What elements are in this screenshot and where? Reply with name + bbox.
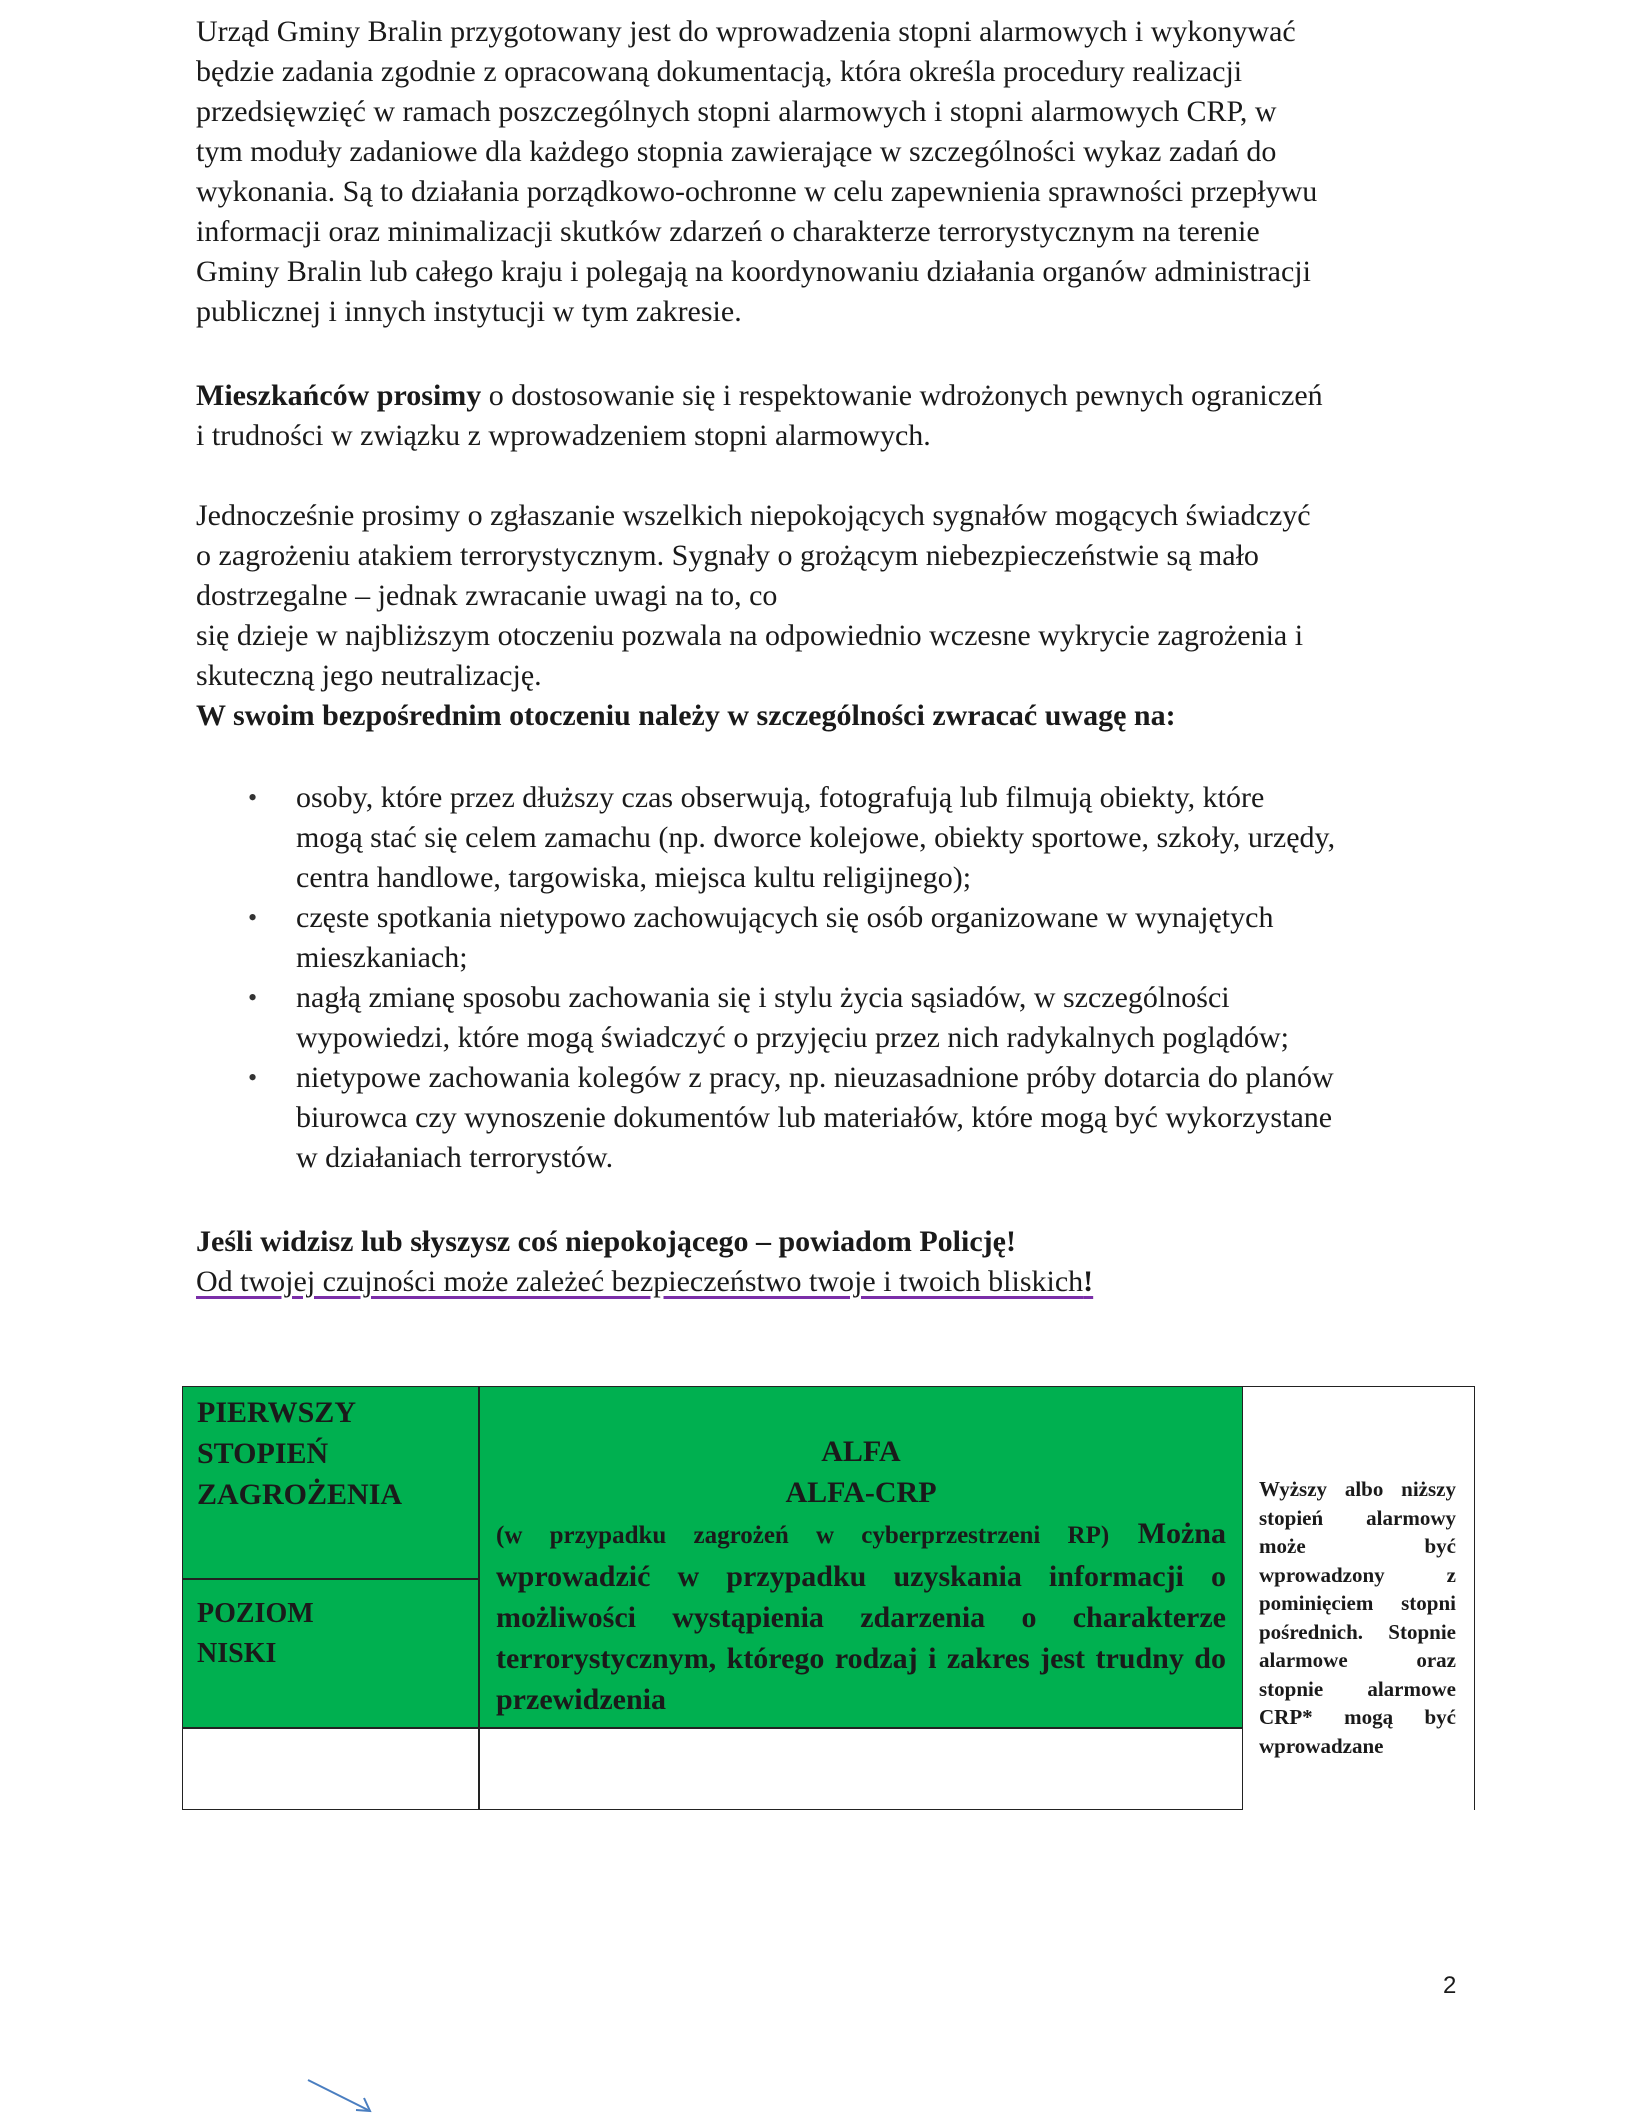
paragraph-line: Urząd Gminy Bralin przygotowany jest do wprowadzenia stopni alarmowych i wykonywać — [196, 15, 1296, 48]
list-item-line: mieszkaniach; — [296, 941, 468, 974]
paragraph-line: i trudności w związku z wprowadzeniem stopni alarmowych. — [196, 419, 931, 452]
paragraph-line: się dzieje w najbliższym otoczeniu pozwala na odpowiednio wczesne wykrycie zagrożenia i — [196, 619, 1304, 652]
alfa-description-rest: wprowadzić w przypadku uzyskania informacji o możliwości wystąpienia zdarzenia o charakterze terrorystycznym, którego rodzaj i zakres jest trudny do przewidzenia — [496, 1560, 1226, 1716]
page-number: 2 — [1443, 1972, 1457, 1999]
list-item — [196, 898, 1466, 978]
list-item-line: w działaniach terrorystów. — [296, 1141, 614, 1174]
list-item-line: nietypowe zachowania kolegów z pracy, np. nieuzasadnione próby dotarcia do planów — [296, 1061, 1334, 1094]
list-item — [196, 778, 1466, 898]
empty-cell — [182, 1728, 479, 1810]
arrow-down-right-icon — [306, 2076, 376, 2116]
paragraph-line: przedsięwzięć w ramach poszczególnych stopni alarmowych i stopni alarmowych CRP, w — [196, 95, 1277, 128]
alfa-title: ALFA — [821, 1435, 901, 1468]
list-item-line: osoby, które przez dłuższy czas obserwują, fotografują lub filmują obiekty, które — [296, 781, 1265, 814]
paragraph-intro — [196, 12, 1466, 332]
alert-note-cell: Wyższy albo niższy stopień alarmowy może być wprowadzony z pominięciem stopni pośrednich. Stopnie alarmowe oraz stopnie alarmowe CRP* mogą być wprowadzane — [1243, 1386, 1475, 1810]
paragraph-line: Gminy Bralin lub całego kraju i polegają na koordynowaniu działania organów administracji — [196, 255, 1311, 288]
paragraph-line: dostrzegalne – jednak zwracanie uwagi na to, co — [196, 579, 778, 612]
alfa-description — [496, 1513, 1226, 1720]
threat-level-cell — [182, 1386, 479, 1579]
list-item — [196, 978, 1466, 1058]
bullet-icon: • — [248, 983, 258, 1012]
paragraph-line: wykonania. Są to działania porządkowo-ochronne w celu zapewnienia sprawności przepływu — [196, 175, 1318, 208]
alfa-crp-title: ALFA-CRP — [785, 1476, 937, 1509]
list-item-line: częste spotkania nietypowo zachowujących się osób organizowane w wynajętych — [296, 901, 1274, 934]
vigilance-callout — [196, 1262, 1466, 1302]
attention-list — [196, 778, 1466, 1178]
alfa-description-start: Można — [1109, 1517, 1226, 1550]
paragraph-line: o zagrożeniu atakiem terrorystycznym. Sygnały o grożącym niebezpieczeństwie są mało — [196, 539, 1259, 572]
list-item-line: nagłą zmianę sposobu zachowania się i stylu życia sąsiadów, w szczególności — [296, 981, 1230, 1014]
paragraph-line: będzie zadania zgodnie z opracowaną dokumentacją, która określa procedury realizacji — [196, 55, 1243, 88]
risk-level-cell — [182, 1579, 479, 1728]
risk-level-line: POZIOM — [197, 1598, 314, 1629]
threat-level-line: ZAGROŻENIA — [197, 1478, 403, 1511]
threat-level-line: STOPIEŃ — [197, 1437, 329, 1470]
list-item-line: centra handlowe, targowiska, miejsca kultu religijnego); — [296, 861, 972, 894]
cyber-note: (w przypadku zagrożeń w cyberprzestrzeni RP) — [496, 1522, 1110, 1549]
residents-rest: o dostosowanie się i respektowanie wdrożonych pewnych ograniczeń — [481, 379, 1323, 412]
bullet-icon: • — [248, 783, 258, 812]
police-warning: Jeśli widzisz lub słyszysz coś niepokojącego – powiadom Policję! — [196, 1225, 1016, 1258]
bullet-icon: • — [248, 903, 258, 932]
vigilance-text: Od twojej czujności może zależeć bezpieczeństwo twoje i twoich bliskich — [196, 1265, 1084, 1298]
vigilance-exclaim: ! — [1083, 1265, 1094, 1298]
threat-level-line: PIERWSZY — [197, 1396, 356, 1429]
alert-level-table — [182, 1386, 1475, 1810]
list-item-line: wypowiedzi, które mogą świadczyć o przyjęciu przez nich radykalnych poglądów; — [296, 1021, 1289, 1054]
risk-level-line: NISKI — [197, 1638, 277, 1669]
list-item-line: biurowca czy wynoszenie dokumentów lub materiałów, które mogą być wykorzystane — [296, 1101, 1333, 1134]
paragraph-line: publicznej i innych instytucji w tym zakresie. — [196, 295, 742, 328]
paragraph-residents — [196, 376, 1466, 456]
paragraph-line: Jednocześnie prosimy o zgłaszanie wszelkich niepokojących sygnałów mogących świadczyć — [196, 499, 1311, 532]
attention-heading: W swoim bezpośrednim otoczeniu należy w szczególności zwracać uwagę na: — [196, 699, 1176, 732]
residents-bold: Mieszkańców prosimy — [196, 379, 482, 412]
list-item-line: mogą stać się celem zamachu (np. dworce kolejowe, obiekty sportowe, szkoły, urzędy, — [296, 821, 1336, 854]
bullet-icon: • — [248, 1063, 258, 1092]
alfa-description-cell — [479, 1386, 1243, 1728]
empty-cell — [479, 1728, 1243, 1810]
paragraph-line: skuteczną jego neutralizację. — [196, 659, 542, 692]
paragraph-line: informacji oraz minimalizacji skutków zdarzeń o charakterze terrorystycznym na terenie — [196, 215, 1260, 248]
paragraph-report-signals — [196, 496, 1466, 696]
paragraph-line — [196, 376, 1466, 416]
list-item — [196, 1058, 1466, 1178]
paragraph-line: tym moduły zadaniowe dla każdego stopnia zawierające w szczególności wykaz zadań do — [196, 135, 1277, 168]
